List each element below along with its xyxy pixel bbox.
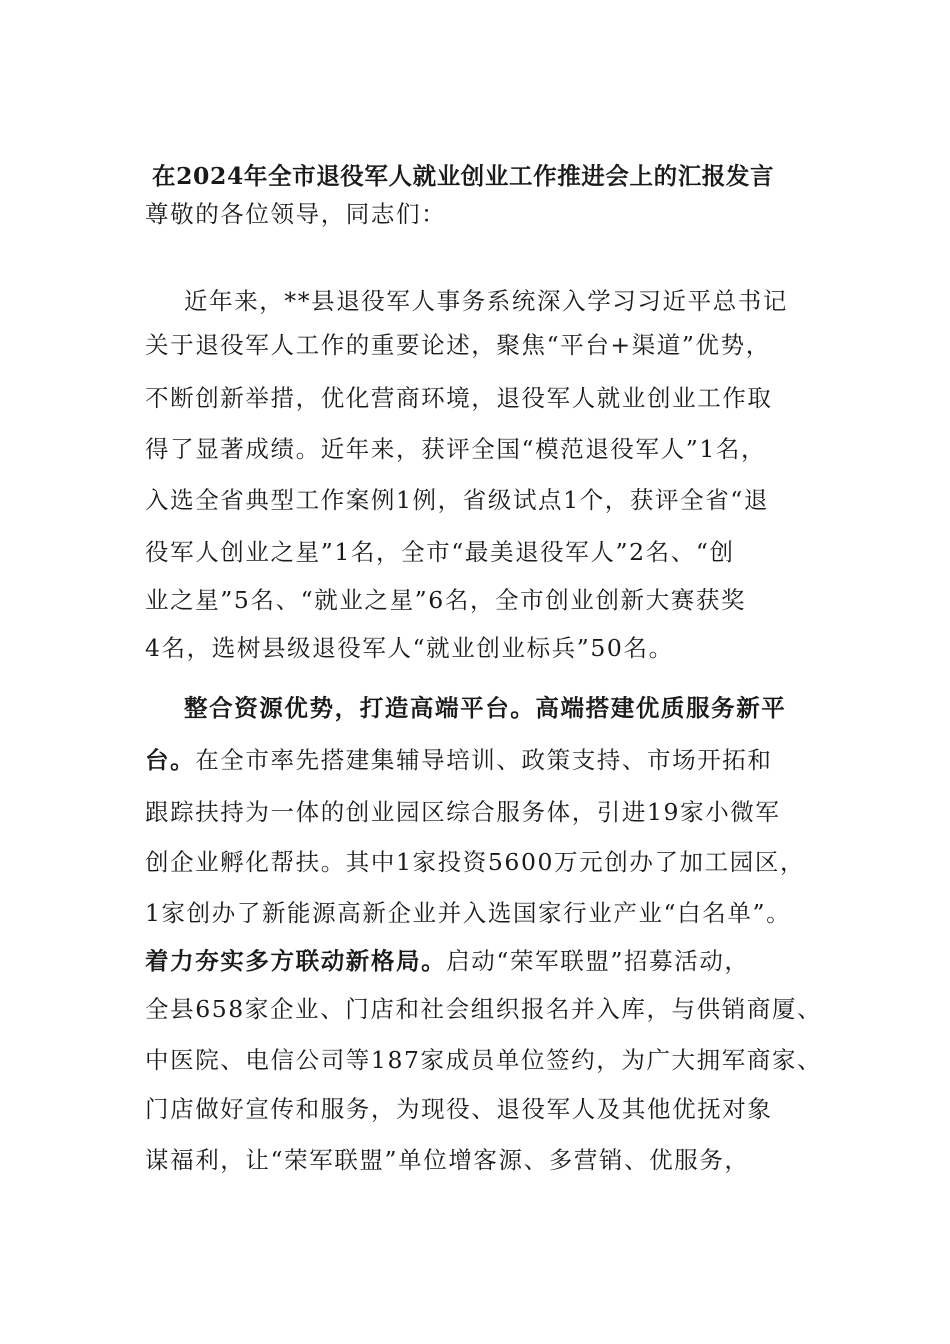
paragraph-line: 关于退役军人工作的重要论述，聚焦“平台+渠道”优势， (145, 331, 771, 359)
paragraph-line: 门店做好宣传和服务，为现役、退役军人及其他优抚对象 (145, 1095, 773, 1123)
document-title: 在2024年全市退役军人就业创业工作推进会上的汇报发言 (152, 162, 775, 190)
paragraph-line: 近年来，**县退役军人事务系统深入学习习近平总书记 (184, 287, 788, 315)
paragraph-line: 1家创办了新能源高新企业并入选国家行业产业“白名单”。 (145, 899, 792, 927)
paragraph-line (145, 946, 750, 976)
paragraph-line: 入选全省典型工作案例1例，省级试点1个，获评全省“退 (145, 486, 770, 514)
paragraph-line: 得了显著成绩。近年来，获评全国“模范退役军人”1名， (145, 435, 767, 463)
section-heading-end: 台。 (145, 746, 196, 774)
paragraph-line: 役军人创业之星”1名，全市“最美退役军人”2名、“创 (145, 538, 735, 566)
paragraph-line: 不断创新举措，优化营商环境，退役军人就业创业工作取 (145, 384, 773, 412)
paragraph-line: 4名，选树县级退役军人“就业创业标兵”50名。 (145, 634, 674, 662)
paragraph-line: 跟踪扶持为一体的创业园区综合服务体，引进19家小微军 (145, 798, 781, 826)
paragraph-text: 启动“荣军联盟”招募活动， (446, 947, 750, 975)
paragraph-text: 在全市率先搭建集辅导培训、政策支持、市场开拓和 (195, 746, 773, 774)
sub-heading: 着力夯实多方联动新格局。 (145, 947, 447, 975)
paragraph-line: 创企业孵化帮扶。其中1家投资5600万元创办了加工园区， (145, 848, 806, 876)
salutation: 尊敬的各位领导，同志们： (145, 200, 447, 228)
paragraph-line (145, 745, 773, 775)
section-heading: 整合资源优势，打造高端平台。高端搭建优质服务新平 (184, 694, 787, 722)
paragraph-line: 全县658家企业、门店和社会组织报名并入库，与供销商厦、 (145, 995, 823, 1023)
paragraph-line: 业之星”5名、“就业之星”6名，全市创业创新大赛获奖 (145, 586, 747, 614)
paragraph-line: 谋福利，让“荣军联盟”单位增客源、多营销、优服务， (145, 1146, 750, 1174)
paragraph-line: 中医院、电信公司等187家成员单位签约，为广大拥军商家、 (145, 1046, 823, 1074)
